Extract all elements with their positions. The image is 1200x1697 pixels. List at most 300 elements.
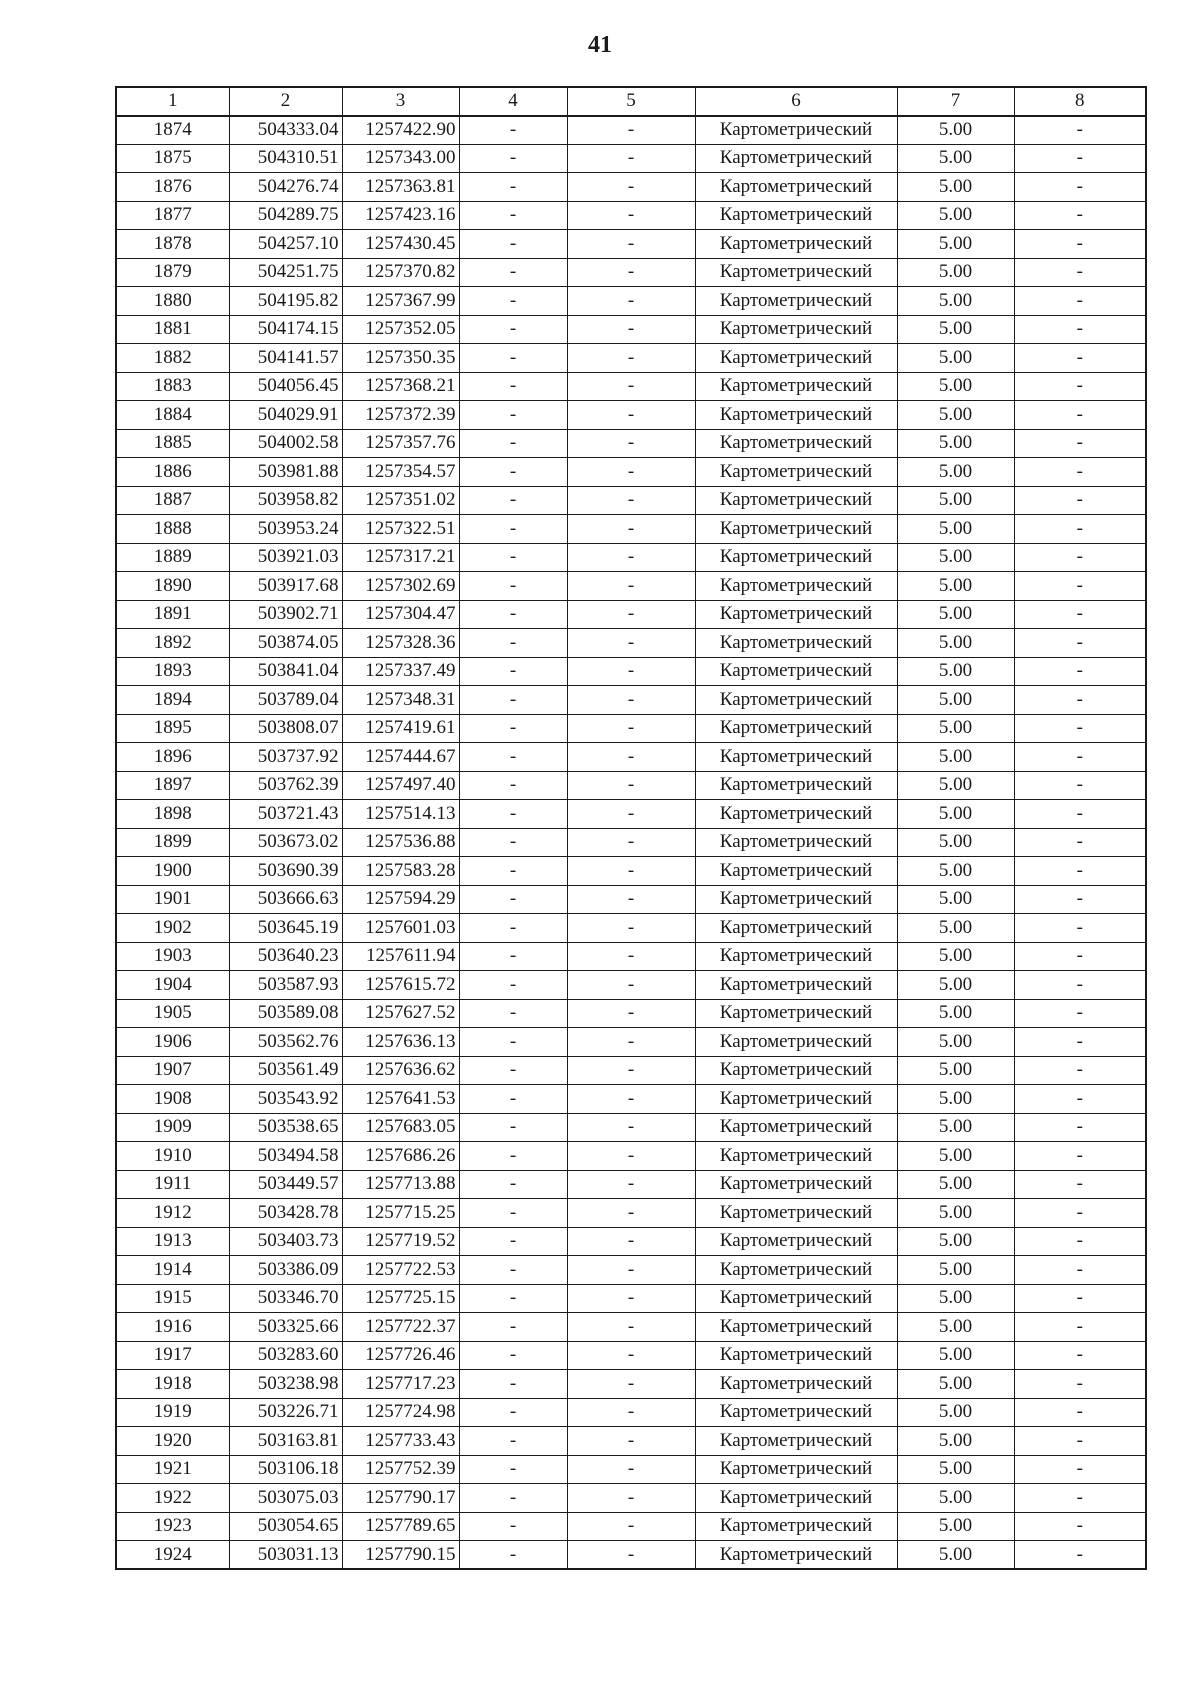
cell-point-number: 1886 — [116, 458, 229, 487]
cell-col5: - — [567, 201, 695, 230]
cell-col8: - — [1014, 401, 1146, 430]
cell-coord-x: 503587.93 — [229, 971, 342, 1000]
table-row — [116, 771, 1146, 800]
cell-point-number: 1881 — [116, 315, 229, 344]
cell-coord-x: 503789.04 — [229, 686, 342, 715]
cell-coord-x: 503762.39 — [229, 771, 342, 800]
cell-accuracy: 5.00 — [897, 657, 1014, 686]
cell-point-number: 1910 — [116, 1142, 229, 1171]
cell-accuracy: 5.00 — [897, 344, 1014, 373]
cell-method: Картометрический — [695, 657, 897, 686]
cell-col4: - — [459, 1170, 567, 1199]
table-body — [116, 116, 1146, 1570]
cell-coord-x: 504002.58 — [229, 429, 342, 458]
cell-col4: - — [459, 458, 567, 487]
cell-point-number: 1895 — [116, 714, 229, 743]
cell-method: Картометрический — [695, 971, 897, 1000]
cell-method: Картометрический — [695, 486, 897, 515]
cell-col4: - — [459, 429, 567, 458]
cell-coord-x: 503562.76 — [229, 1028, 342, 1057]
cell-coord-y: 1257715.25 — [342, 1199, 459, 1228]
cell-accuracy: 5.00 — [897, 971, 1014, 1000]
cell-col4: - — [459, 1313, 567, 1342]
cell-method: Картометрический — [695, 1398, 897, 1427]
cell-method: Картометрический — [695, 999, 897, 1028]
cell-coord-y: 1257536.88 — [342, 828, 459, 857]
cell-col4: - — [459, 657, 567, 686]
cell-col4: - — [459, 1455, 567, 1484]
cell-point-number: 1891 — [116, 600, 229, 629]
cell-point-number: 1909 — [116, 1113, 229, 1142]
table-row — [116, 1284, 1146, 1313]
cell-method: Картометрический — [695, 515, 897, 544]
table-row — [116, 1484, 1146, 1513]
table-row — [116, 714, 1146, 743]
cell-method: Картометрический — [695, 1256, 897, 1285]
cell-point-number: 1911 — [116, 1170, 229, 1199]
cell-point-number: 1899 — [116, 828, 229, 857]
cell-coord-x: 503902.71 — [229, 600, 342, 629]
cell-col4: - — [459, 315, 567, 344]
cell-col5: - — [567, 1170, 695, 1199]
table-row — [116, 201, 1146, 230]
cell-point-number: 1914 — [116, 1256, 229, 1285]
table-row — [116, 1427, 1146, 1456]
cell-col8: - — [1014, 1085, 1146, 1114]
cell-accuracy: 5.00 — [897, 1113, 1014, 1142]
table-row — [116, 885, 1146, 914]
cell-point-number: 1924 — [116, 1541, 229, 1570]
cell-point-number: 1888 — [116, 515, 229, 544]
table-row — [116, 1227, 1146, 1256]
cell-accuracy: 5.00 — [897, 1085, 1014, 1114]
cell-col5: - — [567, 173, 695, 202]
cell-col8: - — [1014, 543, 1146, 572]
cell-method: Картометрический — [695, 800, 897, 829]
table-row — [116, 1455, 1146, 1484]
table-row — [116, 828, 1146, 857]
table-row — [116, 942, 1146, 971]
cell-accuracy: 5.00 — [897, 173, 1014, 202]
cell-col5: - — [567, 1113, 695, 1142]
cell-coord-x: 503238.98 — [229, 1370, 342, 1399]
cell-coord-y: 1257611.94 — [342, 942, 459, 971]
cell-method: Картометрический — [695, 572, 897, 601]
cell-col4: - — [459, 1256, 567, 1285]
table-row — [116, 315, 1146, 344]
cell-coord-x: 503283.60 — [229, 1341, 342, 1370]
cell-col5: - — [567, 287, 695, 316]
cell-method: Картометрический — [695, 429, 897, 458]
cell-col4: - — [459, 144, 567, 173]
cell-accuracy: 5.00 — [897, 1170, 1014, 1199]
cell-method: Картометрический — [695, 771, 897, 800]
cell-col4: - — [459, 230, 567, 259]
cell-col4: - — [459, 1113, 567, 1142]
column-header: 5 — [567, 87, 695, 116]
cell-col4: - — [459, 885, 567, 914]
cell-col8: - — [1014, 743, 1146, 772]
cell-accuracy: 5.00 — [897, 1341, 1014, 1370]
cell-coord-y: 1257726.46 — [342, 1341, 459, 1370]
cell-col8: - — [1014, 458, 1146, 487]
table-row — [116, 1028, 1146, 1057]
cell-accuracy: 5.00 — [897, 771, 1014, 800]
cell-method: Картометрический — [695, 1284, 897, 1313]
cell-point-number: 1913 — [116, 1227, 229, 1256]
cell-method: Картометрический — [695, 1541, 897, 1570]
cell-accuracy: 5.00 — [897, 315, 1014, 344]
table-row — [116, 401, 1146, 430]
table-row — [116, 458, 1146, 487]
cell-coord-x: 503386.09 — [229, 1256, 342, 1285]
table-row — [116, 173, 1146, 202]
cell-method: Картометрический — [695, 1085, 897, 1114]
cell-coord-x: 503917.68 — [229, 572, 342, 601]
cell-col5: - — [567, 1455, 695, 1484]
cell-coord-y: 1257733.43 — [342, 1427, 459, 1456]
cell-point-number: 1918 — [116, 1370, 229, 1399]
cell-point-number: 1878 — [116, 230, 229, 259]
table-row — [116, 1313, 1146, 1342]
cell-method: Картометрический — [695, 1113, 897, 1142]
cell-accuracy: 5.00 — [897, 828, 1014, 857]
cell-accuracy: 5.00 — [897, 486, 1014, 515]
cell-coord-x: 503449.57 — [229, 1170, 342, 1199]
cell-col8: - — [1014, 914, 1146, 943]
cell-col8: - — [1014, 372, 1146, 401]
cell-col4: - — [459, 1427, 567, 1456]
cell-col8: - — [1014, 1170, 1146, 1199]
cell-coord-x: 504141.57 — [229, 344, 342, 373]
cell-accuracy: 5.00 — [897, 999, 1014, 1028]
table-row — [116, 1398, 1146, 1427]
cell-coord-y: 1257368.21 — [342, 372, 459, 401]
cell-col5: - — [567, 1541, 695, 1570]
cell-method: Картометрический — [695, 1142, 897, 1171]
cell-coord-y: 1257322.51 — [342, 515, 459, 544]
table-row — [116, 600, 1146, 629]
cell-accuracy: 5.00 — [897, 543, 1014, 572]
cell-method: Картометрический — [695, 1227, 897, 1256]
cell-col4: - — [459, 1227, 567, 1256]
cell-coord-x: 503494.58 — [229, 1142, 342, 1171]
cell-col8: - — [1014, 629, 1146, 658]
cell-accuracy: 5.00 — [897, 1313, 1014, 1342]
cell-col8: - — [1014, 1512, 1146, 1541]
cell-col4: - — [459, 828, 567, 857]
cell-coord-x: 504029.91 — [229, 401, 342, 430]
cell-coord-y: 1257328.36 — [342, 629, 459, 658]
column-header: 8 — [1014, 87, 1146, 116]
cell-coord-x: 503841.04 — [229, 657, 342, 686]
cell-coord-y: 1257354.57 — [342, 458, 459, 487]
cell-coord-x: 503075.03 — [229, 1484, 342, 1513]
cell-method: Картометрический — [695, 1427, 897, 1456]
cell-col5: - — [567, 885, 695, 914]
cell-col8: - — [1014, 1199, 1146, 1228]
cell-method: Картометрический — [695, 543, 897, 572]
cell-col5: - — [567, 344, 695, 373]
cell-col4: - — [459, 629, 567, 658]
cell-coord-y: 1257514.13 — [342, 800, 459, 829]
cell-coord-x: 504195.82 — [229, 287, 342, 316]
cell-col5: - — [567, 1142, 695, 1171]
cell-coord-x: 503958.82 — [229, 486, 342, 515]
cell-coord-x: 503589.08 — [229, 999, 342, 1028]
cell-method: Картометрический — [695, 401, 897, 430]
cell-coord-y: 1257348.31 — [342, 686, 459, 715]
cell-method: Картометрический — [695, 600, 897, 629]
cell-accuracy: 5.00 — [897, 515, 1014, 544]
table-row — [116, 1113, 1146, 1142]
cell-col5: - — [567, 600, 695, 629]
cell-accuracy: 5.00 — [897, 743, 1014, 772]
cell-accuracy: 5.00 — [897, 1142, 1014, 1171]
cell-col8: - — [1014, 429, 1146, 458]
cell-col4: - — [459, 714, 567, 743]
cell-point-number: 1917 — [116, 1341, 229, 1370]
table-row — [116, 1341, 1146, 1370]
cell-coord-y: 1257357.76 — [342, 429, 459, 458]
cell-point-number: 1892 — [116, 629, 229, 658]
cell-coord-y: 1257722.37 — [342, 1313, 459, 1342]
cell-col8: - — [1014, 771, 1146, 800]
table-row — [116, 857, 1146, 886]
cell-method: Картометрический — [695, 1341, 897, 1370]
cell-coord-y: 1257343.00 — [342, 144, 459, 173]
cell-coord-y: 1257444.67 — [342, 743, 459, 772]
table-row — [116, 258, 1146, 287]
cell-col4: - — [459, 1085, 567, 1114]
cell-col8: - — [1014, 800, 1146, 829]
cell-coord-x: 503561.49 — [229, 1056, 342, 1085]
cell-coord-x: 503428.78 — [229, 1199, 342, 1228]
cell-coord-y: 1257722.53 — [342, 1256, 459, 1285]
cell-coord-y: 1257601.03 — [342, 914, 459, 943]
coordinates-table — [115, 86, 1147, 1570]
cell-coord-y: 1257583.28 — [342, 857, 459, 886]
cell-coord-x: 503106.18 — [229, 1455, 342, 1484]
cell-col4: - — [459, 1284, 567, 1313]
cell-col8: - — [1014, 1142, 1146, 1171]
cell-accuracy: 5.00 — [897, 1284, 1014, 1313]
cell-col8: - — [1014, 230, 1146, 259]
cell-coord-y: 1257304.47 — [342, 600, 459, 629]
cell-accuracy: 5.00 — [897, 686, 1014, 715]
cell-col8: - — [1014, 1398, 1146, 1427]
cell-point-number: 1923 — [116, 1512, 229, 1541]
cell-coord-x: 503346.70 — [229, 1284, 342, 1313]
cell-col4: - — [459, 515, 567, 544]
cell-col4: - — [459, 1142, 567, 1171]
cell-col5: - — [567, 429, 695, 458]
cell-point-number: 1907 — [116, 1056, 229, 1085]
cell-col8: - — [1014, 942, 1146, 971]
cell-method: Картометрический — [695, 629, 897, 658]
cell-col4: - — [459, 486, 567, 515]
cell-point-number: 1890 — [116, 572, 229, 601]
cell-col5: - — [567, 230, 695, 259]
cell-col8: - — [1014, 1056, 1146, 1085]
cell-coord-y: 1257719.52 — [342, 1227, 459, 1256]
cell-point-number: 1885 — [116, 429, 229, 458]
cell-col8: - — [1014, 1227, 1146, 1256]
cell-method: Картометрический — [695, 1028, 897, 1057]
cell-point-number: 1915 — [116, 1284, 229, 1313]
cell-coord-x: 503981.88 — [229, 458, 342, 487]
cell-point-number: 1900 — [116, 857, 229, 886]
cell-point-number: 1903 — [116, 942, 229, 971]
cell-method: Картометрический — [695, 914, 897, 943]
cell-accuracy: 5.00 — [897, 600, 1014, 629]
cell-col4: - — [459, 1056, 567, 1085]
cell-col8: - — [1014, 999, 1146, 1028]
cell-col4: - — [459, 543, 567, 572]
table-row — [116, 429, 1146, 458]
cell-coord-x: 503673.02 — [229, 828, 342, 857]
cell-point-number: 1896 — [116, 743, 229, 772]
cell-method: Картометрический — [695, 315, 897, 344]
table-row — [116, 743, 1146, 772]
cell-accuracy: 5.00 — [897, 1484, 1014, 1513]
cell-coord-y: 1257790.15 — [342, 1541, 459, 1570]
cell-method: Картометрический — [695, 942, 897, 971]
cell-col8: - — [1014, 258, 1146, 287]
cell-coord-y: 1257717.23 — [342, 1370, 459, 1399]
table-row — [116, 1512, 1146, 1541]
cell-col8: - — [1014, 1284, 1146, 1313]
cell-accuracy: 5.00 — [897, 429, 1014, 458]
cell-col8: - — [1014, 1341, 1146, 1370]
cell-coord-y: 1257641.53 — [342, 1085, 459, 1114]
cell-accuracy: 5.00 — [897, 1541, 1014, 1570]
cell-accuracy: 5.00 — [897, 942, 1014, 971]
cell-col5: - — [567, 1199, 695, 1228]
cell-col8: - — [1014, 1455, 1146, 1484]
cell-coord-x: 504257.10 — [229, 230, 342, 259]
cell-accuracy: 5.00 — [897, 1256, 1014, 1285]
cell-coord-x: 503538.65 — [229, 1113, 342, 1142]
cell-col5: - — [567, 1256, 695, 1285]
table-row — [116, 543, 1146, 572]
cell-point-number: 1906 — [116, 1028, 229, 1057]
cell-accuracy: 5.00 — [897, 1512, 1014, 1541]
cell-accuracy: 5.00 — [897, 857, 1014, 886]
cell-point-number: 1884 — [116, 401, 229, 430]
cell-col4: - — [459, 771, 567, 800]
cell-point-number: 1921 — [116, 1455, 229, 1484]
cell-coord-y: 1257430.45 — [342, 230, 459, 259]
cell-method: Картометрический — [695, 116, 897, 145]
cell-col8: - — [1014, 1370, 1146, 1399]
cell-col4: - — [459, 287, 567, 316]
cell-col4: - — [459, 1370, 567, 1399]
cell-coord-x: 503645.19 — [229, 914, 342, 943]
cell-coord-y: 1257302.69 — [342, 572, 459, 601]
cell-method: Картометрический — [695, 173, 897, 202]
cell-point-number: 1875 — [116, 144, 229, 173]
cell-col4: - — [459, 914, 567, 943]
cell-col4: - — [459, 258, 567, 287]
cell-point-number: 1902 — [116, 914, 229, 943]
cell-col5: - — [567, 971, 695, 1000]
cell-point-number: 1876 — [116, 173, 229, 202]
cell-accuracy: 5.00 — [897, 1455, 1014, 1484]
cell-point-number: 1883 — [116, 372, 229, 401]
cell-method: Картометрический — [695, 1056, 897, 1085]
table-row — [116, 372, 1146, 401]
cell-accuracy: 5.00 — [897, 458, 1014, 487]
cell-col4: - — [459, 999, 567, 1028]
cell-method: Картометрический — [695, 287, 897, 316]
cell-coord-y: 1257594.29 — [342, 885, 459, 914]
cell-col8: - — [1014, 287, 1146, 316]
cell-col4: - — [459, 344, 567, 373]
table-row — [116, 657, 1146, 686]
cell-point-number: 1898 — [116, 800, 229, 829]
cell-coord-y: 1257686.26 — [342, 1142, 459, 1171]
cell-col5: - — [567, 116, 695, 145]
cell-point-number: 1880 — [116, 287, 229, 316]
cell-method: Картометрический — [695, 372, 897, 401]
cell-accuracy: 5.00 — [897, 230, 1014, 259]
cell-col8: - — [1014, 144, 1146, 173]
cell-col5: - — [567, 942, 695, 971]
cell-col8: - — [1014, 515, 1146, 544]
cell-col5: - — [567, 1427, 695, 1456]
cell-col4: - — [459, 743, 567, 772]
cell-method: Картометрический — [695, 344, 897, 373]
cell-accuracy: 5.00 — [897, 144, 1014, 173]
cell-col5: - — [567, 1512, 695, 1541]
cell-coord-y: 1257683.05 — [342, 1113, 459, 1142]
cell-accuracy: 5.00 — [897, 372, 1014, 401]
cell-col5: - — [567, 458, 695, 487]
cell-coord-x: 503690.39 — [229, 857, 342, 886]
cell-method: Картометрический — [695, 1455, 897, 1484]
cell-point-number: 1879 — [116, 258, 229, 287]
cell-coord-y: 1257636.62 — [342, 1056, 459, 1085]
cell-accuracy: 5.00 — [897, 201, 1014, 230]
cell-coord-x: 504251.75 — [229, 258, 342, 287]
cell-point-number: 1877 — [116, 201, 229, 230]
table-row — [116, 971, 1146, 1000]
cell-col8: - — [1014, 1313, 1146, 1342]
cell-col4: - — [459, 942, 567, 971]
cell-coord-y: 1257363.81 — [342, 173, 459, 202]
cell-point-number: 1922 — [116, 1484, 229, 1513]
cell-coord-x: 503163.81 — [229, 1427, 342, 1456]
cell-coord-x: 503953.24 — [229, 515, 342, 544]
cell-method: Картометрический — [695, 686, 897, 715]
cell-method: Картометрический — [695, 714, 897, 743]
cell-col8: - — [1014, 857, 1146, 886]
cell-col4: - — [459, 971, 567, 1000]
cell-coord-x: 503874.05 — [229, 629, 342, 658]
cell-col5: - — [567, 1028, 695, 1057]
cell-method: Картометрический — [695, 1370, 897, 1399]
table-row — [116, 144, 1146, 173]
cell-col8: - — [1014, 1484, 1146, 1513]
cell-method: Картометрический — [695, 828, 897, 857]
cell-coord-x: 503921.03 — [229, 543, 342, 572]
cell-col5: - — [567, 714, 695, 743]
cell-coord-y: 1257372.39 — [342, 401, 459, 430]
cell-coord-x: 503808.07 — [229, 714, 342, 743]
cell-method: Картометрический — [695, 144, 897, 173]
cell-col4: - — [459, 1199, 567, 1228]
